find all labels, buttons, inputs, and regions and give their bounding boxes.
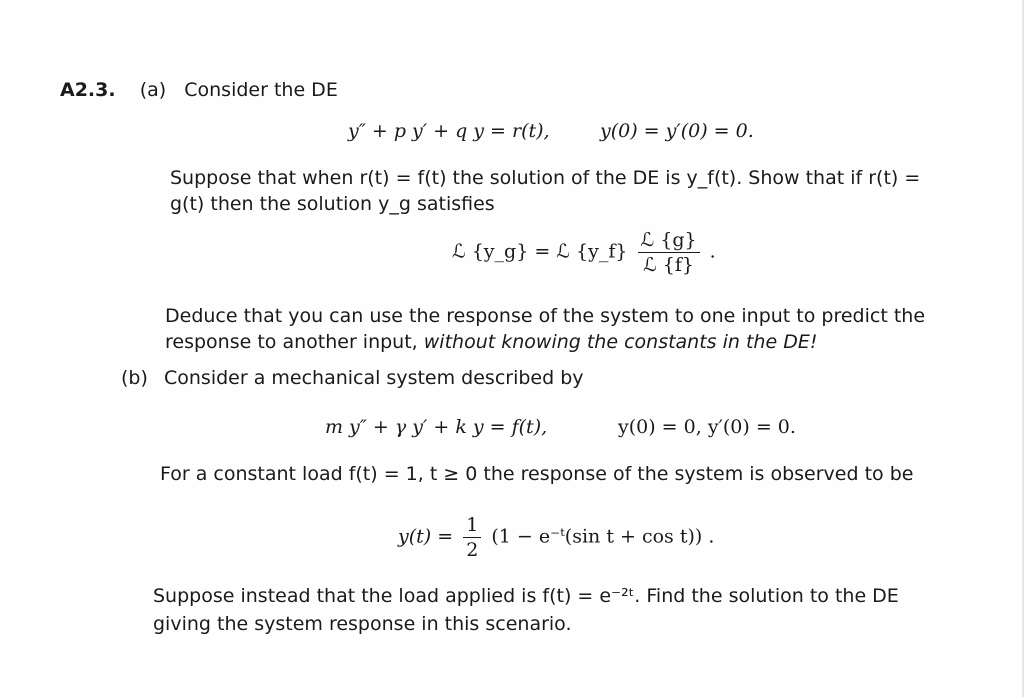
- response-equation: [398, 513, 714, 562]
- response-fraction: [463, 513, 481, 562]
- part-b-intro-line: [121, 366, 584, 390]
- part-b-load-line: For a constant load f(t) = 1, t ≥ 0 the response of the system is observed to be: [160, 463, 914, 485]
- laplace-lhs: ℒ {y_g} = ℒ {y_f}: [452, 240, 628, 263]
- part-b-equation: m y″ + γ y′ + k y = f(t),: [325, 416, 548, 438]
- part-a-initial-conditions: y(0) = y′(0) = 0.: [600, 120, 754, 142]
- part-a-suppose-line1: Suppose that when r(t) = f(t) the solution of the DE is y_f(t). Show that if r(t) =: [170, 167, 921, 189]
- laplace-numerator: ℒ {g}: [638, 228, 700, 253]
- laplace-denominator: ℒ {f}: [643, 254, 695, 276]
- part-b-initial-conditions: y(0) = 0, y′(0) = 0.: [618, 416, 796, 438]
- deduce-line2-emphasis: without knowing the constants in the DE!: [423, 331, 818, 353]
- response-numerator: 1: [463, 513, 481, 538]
- response-denominator: 2: [466, 539, 479, 561]
- part-b-intro: Consider a mechanical system described by: [163, 367, 584, 389]
- response-rhs: (1 − e⁻ᵗ(sin t + cos t)) .: [491, 525, 715, 548]
- part-b-instead-line2: giving the system response in this scenario.: [153, 613, 572, 635]
- part-a-deduce-line1: Deduce that you can use the response of the system to one input to predict the: [165, 305, 926, 327]
- deduce-line2-start: response to another input,: [165, 331, 418, 353]
- laplace-end: .: [709, 240, 716, 263]
- part-a-intro: Consider the DE: [184, 79, 338, 101]
- part-a-deduce-line2: [165, 330, 817, 354]
- laplace-fraction: [638, 228, 700, 277]
- problem-header: [60, 78, 338, 102]
- part-a-label: (a): [139, 79, 167, 101]
- part-a-suppose-line2: g(t) then the solution y_g satisfies: [170, 193, 495, 215]
- part-b-label: (b): [121, 367, 148, 389]
- part-a-equation: y″ + p y′ + q y = r(t),: [348, 120, 550, 142]
- laplace-relation: [452, 228, 716, 277]
- response-lhs: y(t) =: [398, 525, 454, 548]
- problem-label: A2.3.: [60, 79, 116, 101]
- part-b-instead-line1: Suppose instead that the load applied is f(t) = e⁻²ᵗ. Find the solution to the DE: [153, 585, 899, 607]
